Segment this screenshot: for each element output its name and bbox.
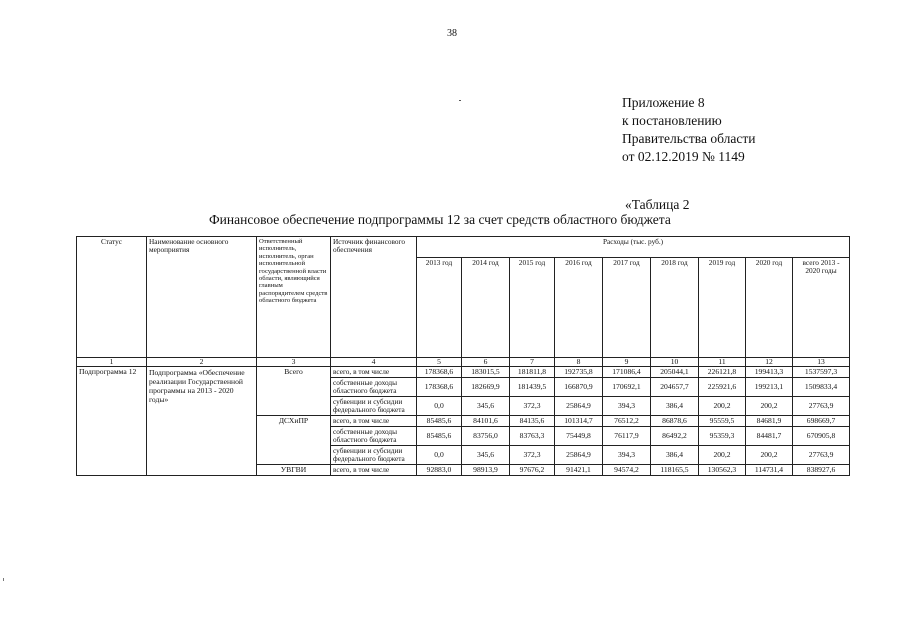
value-cell: 75449,8 <box>555 427 603 446</box>
value-cell: 183015,5 <box>462 367 510 378</box>
source-cell: собственные доходы областного бюджета <box>331 378 417 397</box>
value-cell: 386,4 <box>651 397 699 416</box>
header-row <box>77 237 850 258</box>
value-cell: 86492,2 <box>651 427 699 446</box>
page-number: 38 <box>447 28 457 39</box>
column-number: 3 <box>257 358 331 367</box>
value-cell: 200,2 <box>699 446 746 465</box>
value-cell: 394,3 <box>603 397 651 416</box>
column-number: 8 <box>555 358 603 367</box>
scan-mark <box>3 578 4 581</box>
value-cell: 171086,4 <box>603 367 651 378</box>
header-source: Источник финансового обеспечения <box>331 237 417 358</box>
value-cell: 84681,9 <box>746 416 793 427</box>
value-cell: 76117,9 <box>603 427 651 446</box>
value-cell: 0,0 <box>417 397 462 416</box>
header-year: всего 2013 - 2020 годы <box>793 258 850 358</box>
value-cell: 130562,3 <box>699 465 746 476</box>
value-cell: 200,2 <box>746 397 793 416</box>
header-year: 2017 год <box>603 258 651 358</box>
value-cell: 200,2 <box>746 446 793 465</box>
header-year: 2020 год <box>746 258 793 358</box>
header-year: 2015 год <box>510 258 555 358</box>
executor-cell: УВГВИ <box>257 465 331 476</box>
value-cell: 95359,3 <box>699 427 746 446</box>
value-cell: 199213,1 <box>746 378 793 397</box>
value-cell: 345,6 <box>462 446 510 465</box>
column-number: 9 <box>603 358 651 367</box>
status-cell: Подпрограмма 12 <box>77 367 147 476</box>
value-cell: 97676,2 <box>510 465 555 476</box>
column-number: 11 <box>699 358 746 367</box>
column-number: 7 <box>510 358 555 367</box>
column-number: 12 <box>746 358 793 367</box>
value-cell: 170692,1 <box>603 378 651 397</box>
value-cell: 386,4 <box>651 446 699 465</box>
source-cell: всего, в том числе <box>331 416 417 427</box>
value-cell: 181811,8 <box>510 367 555 378</box>
appendix-line: к постановлению <box>622 113 722 128</box>
value-cell: 98913,9 <box>462 465 510 476</box>
column-number: 10 <box>651 358 699 367</box>
value-cell: 84101,6 <box>462 416 510 427</box>
header-year: 2013 год <box>417 258 462 358</box>
value-cell: 25864,9 <box>555 397 603 416</box>
value-cell: 205044,1 <box>651 367 699 378</box>
value-cell: 192735,8 <box>555 367 603 378</box>
header-status: Статус <box>77 237 147 358</box>
value-cell: 118165,5 <box>651 465 699 476</box>
financing-table <box>76 236 850 476</box>
header-year: 2018 год <box>651 258 699 358</box>
value-cell: 345,6 <box>462 397 510 416</box>
source-cell: субвенции и субсидии федерального бюджета <box>331 446 417 465</box>
value-cell: 27763,9 <box>793 446 850 465</box>
table-caption: «Таблица 2 <box>625 197 690 212</box>
source-cell: собственные доходы областного бюджета <box>331 427 417 446</box>
executor-cell: Всего <box>257 367 331 416</box>
table-row <box>77 367 850 378</box>
value-cell: 372,3 <box>510 446 555 465</box>
value-cell: 84481,7 <box>746 427 793 446</box>
value-cell: 84135,6 <box>510 416 555 427</box>
value-cell: 86878,6 <box>651 416 699 427</box>
value-cell: 1509833,4 <box>793 378 850 397</box>
header-executor: Ответственный исполнитель, исполнитель, орган исполнительной государственной власти области, являющийся главным распорядителем средств областного бюджета <box>257 237 331 358</box>
appendix-line: Приложение 8 <box>622 95 705 110</box>
value-cell: 178368,6 <box>417 378 462 397</box>
value-cell: 200,2 <box>699 397 746 416</box>
value-cell: 83756,0 <box>462 427 510 446</box>
value-cell: 0,0 <box>417 446 462 465</box>
header-expenses: Расходы (тыс. руб.) <box>417 237 850 258</box>
value-cell: 27763,9 <box>793 397 850 416</box>
event-cell: Подпрограмма «Обеспечение реализации Государственной программы на 2013 - 2020 годы» <box>147 367 257 476</box>
value-cell: 394,3 <box>603 446 651 465</box>
column-numbers-row <box>77 358 850 367</box>
column-number: 5 <box>417 358 462 367</box>
value-cell: 698669,7 <box>793 416 850 427</box>
header-year: 2014 год <box>462 258 510 358</box>
source-cell: всего, в том числе <box>331 367 417 378</box>
header-year: 2019 год <box>699 258 746 358</box>
value-cell: 1537597,3 <box>793 367 850 378</box>
value-cell: 204657,7 <box>651 378 699 397</box>
value-cell: 92883,0 <box>417 465 462 476</box>
value-cell: 101314,7 <box>555 416 603 427</box>
value-cell: 91421,1 <box>555 465 603 476</box>
page-title: Финансовое обеспечение подпрограммы 12 за счет средств областного бюджета <box>209 212 671 227</box>
value-cell: 838927,6 <box>793 465 850 476</box>
value-cell: 670905,8 <box>793 427 850 446</box>
value-cell: 83763,3 <box>510 427 555 446</box>
value-cell: 76512,2 <box>603 416 651 427</box>
value-cell: 199413,3 <box>746 367 793 378</box>
source-cell: субвенции и субсидии федерального бюджета <box>331 397 417 416</box>
appendix-line: от 02.12.2019 № 1149 <box>622 149 745 164</box>
value-cell: 85485,6 <box>417 416 462 427</box>
column-number: 6 <box>462 358 510 367</box>
value-cell: 25864,9 <box>555 446 603 465</box>
column-number: 13 <box>793 358 850 367</box>
column-number: 4 <box>331 358 417 367</box>
appendix-block <box>622 94 755 166</box>
value-cell: 225921,6 <box>699 378 746 397</box>
scan-dot <box>459 100 461 101</box>
header-year: 2016 год <box>555 258 603 358</box>
value-cell: 166870,9 <box>555 378 603 397</box>
value-cell: 114731,4 <box>746 465 793 476</box>
value-cell: 178368,6 <box>417 367 462 378</box>
value-cell: 181439,5 <box>510 378 555 397</box>
value-cell: 85485,6 <box>417 427 462 446</box>
column-number: 1 <box>77 358 147 367</box>
appendix-line: Правительства области <box>622 131 756 146</box>
header-event-name: Наименование основного мероприятия <box>147 237 257 358</box>
value-cell: 95559,5 <box>699 416 746 427</box>
value-cell: 226121,8 <box>699 367 746 378</box>
value-cell: 94574,2 <box>603 465 651 476</box>
value-cell: 182669,9 <box>462 378 510 397</box>
source-cell: всего, в том числе <box>331 465 417 476</box>
column-number: 2 <box>147 358 257 367</box>
value-cell: 372,3 <box>510 397 555 416</box>
executor-cell: ДСХиПР <box>257 416 331 465</box>
